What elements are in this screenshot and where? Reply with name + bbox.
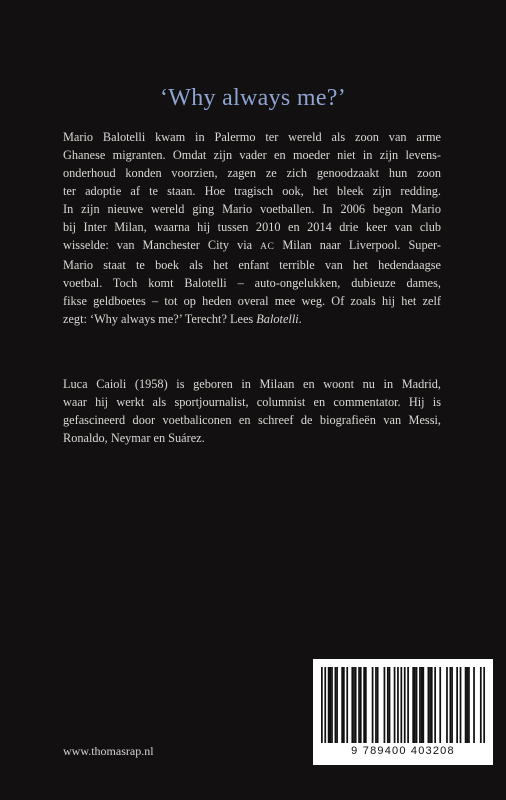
bio-line: gefascineerd door voetbaliconen en schreef de biografieën van Messi, [63, 413, 441, 427]
author-bio-paragraph [63, 375, 441, 447]
synopsis-line [63, 236, 441, 256]
barcode-bar [412, 667, 414, 743]
barcode-bar [397, 667, 399, 743]
barcode-bar [421, 667, 423, 743]
barcode-bar [466, 667, 468, 743]
barcode-bar [360, 667, 362, 743]
barcode-bar [335, 667, 337, 743]
synopsis-line: Mario staat te boek als het enfant terrible van het hedendaagse [63, 258, 441, 272]
barcode-bar [428, 667, 430, 743]
barcode-bars [321, 667, 485, 743]
barcode-bar [460, 667, 462, 743]
barcode-bar [468, 667, 470, 743]
barcode-bar [346, 667, 348, 743]
barcode-bar [446, 667, 448, 743]
barcode-bar [329, 667, 331, 743]
barcode-bar [328, 667, 330, 743]
barcode-bar [365, 667, 367, 743]
barcode-bar [439, 667, 441, 743]
barcode-bar [404, 667, 406, 743]
barcode-bar [363, 667, 365, 743]
cover-title: ‘Why always me?’ [159, 85, 347, 111]
synopsis-line [63, 310, 441, 328]
isbn-barcode [313, 659, 493, 765]
text-fragment: Milan naar Liverpool. Super- [274, 238, 441, 252]
barcode-bar [331, 667, 333, 743]
bio-line: waar hij werkt als sportjournalist, columnist en commentator. Hij is [63, 395, 441, 409]
barcode-bar [456, 667, 458, 743]
barcode-bar [483, 667, 485, 743]
bio-line: Luca Caioli (1958) is geboren in Milaan en woont nu in Madrid, [63, 377, 441, 391]
barcode-bar [341, 667, 343, 743]
barcode-bar [351, 667, 353, 743]
barcode-bar [434, 667, 436, 743]
barcode-bar [465, 667, 467, 743]
synopsis-line: ter adoptie af te staan. Hoe tragisch ook, het bleek zijn redding. [63, 184, 441, 198]
barcode-bar [422, 667, 424, 743]
barcode-bar [377, 667, 379, 743]
barcode-bar [400, 667, 402, 743]
club-abbreviation: AC [260, 242, 275, 252]
barcode-bar [375, 667, 377, 743]
synopsis-line: bij Inter Milan, waarna hij tussen 2010 en 2014 drie keer van club [63, 220, 441, 234]
barcode-bar [431, 667, 433, 743]
synopsis-paragraph [63, 128, 441, 328]
barcode-bar [343, 667, 345, 743]
barcode-bar [416, 667, 418, 743]
text-fragment: . [298, 312, 302, 326]
barcode-bar [336, 667, 338, 743]
barcode-bar [324, 667, 326, 743]
barcode-bar [480, 667, 482, 743]
barcode-bar [451, 667, 453, 743]
publisher-website: www.thomasrap.nl [63, 744, 154, 758]
text-fragment: wisselde: van Manchester City via [63, 238, 261, 252]
barcode-bar [394, 667, 396, 743]
barcode-bar [384, 667, 386, 743]
synopsis-line: voetbal. Toch komt Balotelli – auto-ongelukken, dubieuze dames, [63, 276, 441, 290]
barcode-bar [389, 667, 391, 743]
barcode-bar [355, 667, 357, 743]
barcode-bar [407, 667, 409, 743]
barcode-bar [321, 667, 323, 743]
text-fragment: zegt: ‘Why always me?’ Terecht? Lees [63, 312, 257, 326]
barcode-bar [419, 667, 421, 743]
synopsis-line: Ghanese migranten. Omdat zijn vader en moeder niet in zijn levens- [63, 148, 441, 162]
barcode-bar [372, 667, 374, 743]
book-title-italic: Balotelli [256, 312, 299, 326]
synopsis-line: Mario Balotelli kwam in Palermo ter wereld als zoon van arme [63, 130, 441, 144]
barcode-bar [358, 667, 360, 743]
barcode-bar [449, 667, 451, 743]
barcode-bar [473, 667, 475, 743]
synopsis-line: fikse geldboetes – tot op heden overal mee weg. Of zoals hij het zelf [63, 294, 441, 308]
barcode-bar [429, 667, 431, 743]
barcode-bar [387, 667, 389, 743]
synopsis-line: In zijn nieuwe wereld ging Mario voetballen. In 2006 begon Mario [63, 202, 441, 216]
synopsis-line: onderhoud konden voorzien, zagen ze zich genoodzaakt hun zoon [63, 166, 441, 180]
barcode-bar [414, 667, 416, 743]
bio-line: Ronaldo, Neymar en Suárez. [63, 431, 205, 445]
barcode-bar [353, 667, 355, 743]
isbn-number: 9 789400 403208 [351, 745, 455, 757]
